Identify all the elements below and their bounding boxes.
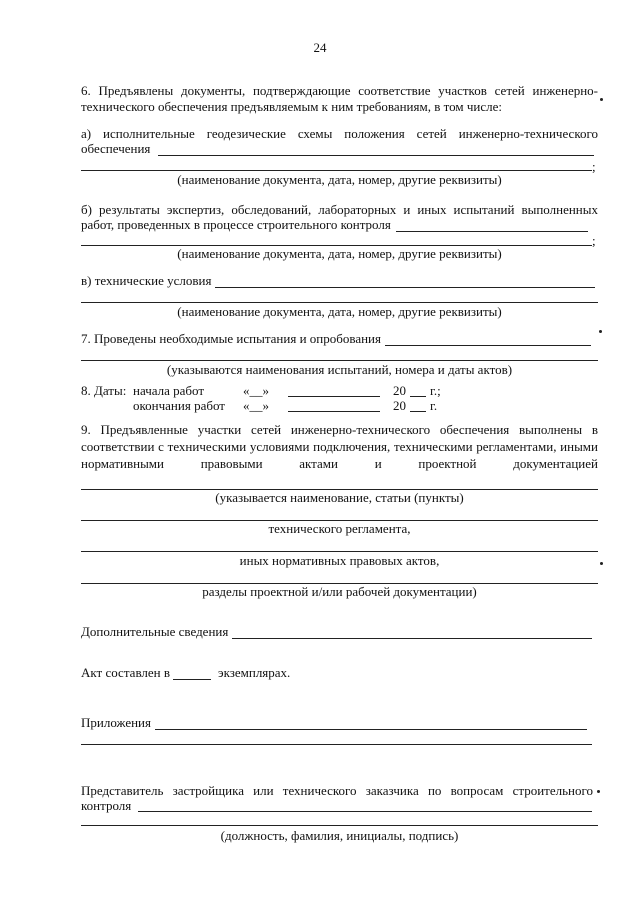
item-b-line-1: б) результаты экспертиз, обследований, лабораторных и иных испытаний выполненных [81, 202, 598, 217]
item-b-caption: (наименование документа, дата, номер, другие реквизиты) [177, 246, 502, 261]
section-9-caption-1: (указывается наименование, статьи (пункты) [215, 490, 464, 505]
section-6-line-1: 6. Предъявлены документы, подтверждающие соответствие участков сетей инженерно- [81, 83, 598, 98]
additional-info-label: Дополнительные сведения [81, 624, 229, 639]
section-8-label: 8. Даты: [81, 383, 127, 398]
section-9-caption-2: технического регламента, [268, 521, 411, 536]
end-date-label: окончания работ [133, 398, 225, 413]
attachments-label: Приложения [81, 715, 151, 730]
item-a-line-1: а) исполнительные геодезические схемы положения сетей инженерно-технического [81, 126, 598, 141]
item-v-fill-line-2[interactable] [81, 302, 598, 303]
item-a-caption: (наименование документа, дата, номер, другие реквизиты) [177, 172, 502, 187]
section-9-line-3: нормативными правовыми актами и проектной документацией [81, 456, 598, 471]
margin-dot [600, 562, 603, 565]
representative-field-line-2[interactable] [81, 825, 598, 826]
item-b-line-2: работ, проведенных в процессе строительного контроля [81, 217, 391, 232]
section-9-caption-4: разделы проектной и/или рабочей документации) [202, 584, 477, 599]
item-v-caption: (наименование документа, дата, номер, другие реквизиты) [177, 304, 502, 319]
margin-dot [597, 790, 600, 793]
start-year-field[interactable] [410, 396, 426, 397]
section-6-line-2: технического обеспечения предъявляемым к ним требованиям, в том числе: [81, 99, 502, 114]
item-b-semicolon: ; [592, 233, 596, 248]
start-year-prefix: 20 [393, 383, 406, 398]
page-number: 24 [313, 40, 327, 55]
section-7-caption: (указываются наименования испытаний, номера и даты актов) [166, 362, 513, 377]
representative-line-2: контроля [81, 798, 132, 813]
item-v-fill-line-1[interactable] [215, 287, 595, 288]
start-day-field[interactable]: «__» [243, 383, 269, 398]
representative-line-1: Представитель застройщика или технического заказчика по вопросам строительного [81, 783, 593, 798]
end-year-prefix: 20 [393, 398, 406, 413]
item-a-line-2: обеспечения [81, 141, 151, 156]
section-7-label: 7. Проведены необходимые испытания и опробования [81, 331, 381, 346]
copies-suffix: экземплярах. [218, 665, 291, 680]
section-9-line-1: 9. Предъявленные участки сетей инженерно-технического обеспечения выполнены в [81, 422, 598, 437]
copies-count-field[interactable] [173, 679, 211, 680]
end-year-suffix: г. [430, 398, 438, 413]
margin-dot [600, 98, 603, 101]
end-year-field[interactable] [410, 411, 426, 412]
item-v-label: в) технические условия [81, 273, 212, 288]
representative-caption: (должность, фамилия, инициалы, подпись) [220, 828, 459, 843]
item-a-fill-line-1[interactable] [158, 155, 594, 156]
start-year-suffix: г.; [430, 383, 441, 398]
section-9-fill-line-3[interactable] [81, 551, 598, 552]
item-b-fill-line-1[interactable] [396, 231, 588, 232]
section-9-line-2: соответствии с техническими условиями подключения, техническими регламентами, иными [81, 439, 598, 454]
end-month-field[interactable] [288, 411, 380, 412]
margin-dot [599, 330, 602, 333]
start-month-field[interactable] [288, 396, 380, 397]
attachments-field-line-1[interactable] [155, 729, 587, 730]
representative-field-line-1[interactable] [138, 811, 592, 812]
item-a-semicolon: ; [592, 159, 596, 174]
start-date-label: начала работ [133, 383, 205, 398]
copies-prefix: Акт составлен в [81, 665, 171, 680]
section-7-fill-line-2[interactable] [81, 360, 598, 361]
section-9-caption-3: иных нормативных правовых актов, [239, 553, 440, 568]
end-day-field[interactable]: «__» [243, 398, 269, 413]
item-a-fill-line-2[interactable] [81, 170, 592, 171]
attachments-field-line-2[interactable] [81, 744, 592, 745]
additional-info-field[interactable] [232, 638, 592, 639]
section-7-fill-line-1[interactable] [385, 345, 591, 346]
